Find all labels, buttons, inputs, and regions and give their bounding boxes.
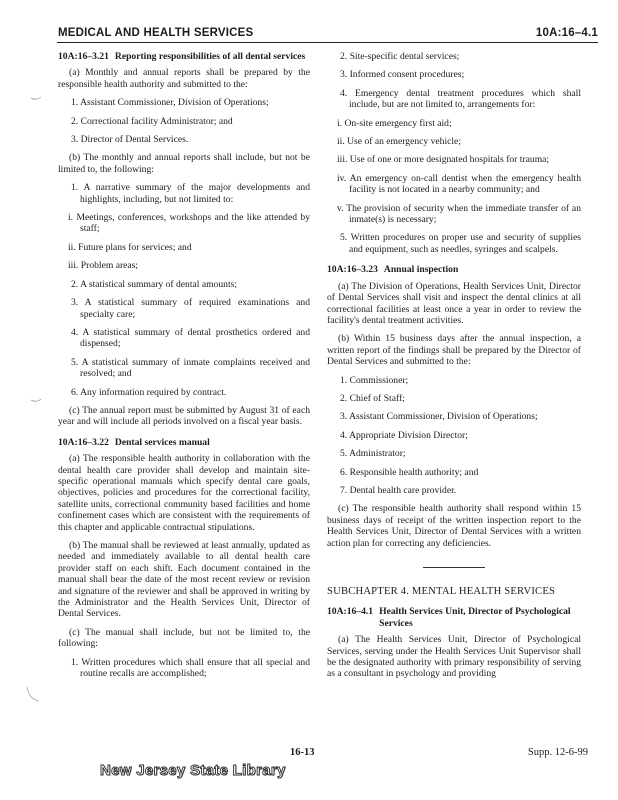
paragraph: (c) The responsible health authority shall respond within 15 business days of receipt of the written inspection report to the Health Services Unit, Director of Dental Services with a written action plan for correcting any deficiencies. <box>327 503 581 549</box>
running-header-citation: 10A:16–4.1 <box>535 27 598 39</box>
section-heading <box>327 264 581 275</box>
section-number: 10A:16–3.21 <box>58 51 109 62</box>
sub-list-item: iii. Use of one or more designated hospitals for trauma; <box>337 154 550 166</box>
sub-list-item: iv. An emergency on-call dentist when the emergency health facility is not located in a nearby community; and <box>337 172 581 196</box>
list-item: 3. Director of Dental Services. <box>71 134 189 146</box>
paragraph: (b) The monthly and annual reports shall include, but not be limited to, the following: <box>58 152 310 175</box>
paragraph: (b) The manual shall be reviewed at least annually, updated as needed and immediately available to all dental health care provider staff on each shift. Each document contained in the manual shall bear the date of the most recent review or revision and signature of the reviewer and shall be approved in writing by the Administrator and the Health Services Unit, Director of Dental Services. <box>58 540 310 620</box>
paragraph: (a) The Division of Operations, Health Services Unit, Director of Dental Services shall visit and inspect the dental clinics at all correctional facilities at least once a year in order to review the facility's dental treatment activities. <box>327 280 581 326</box>
list-item: 7. Dental health care provider. <box>340 484 457 496</box>
list-item: 1. Commissioner; <box>340 374 409 386</box>
paragraph: (a) Monthly and annual reports shall be prepared by the responsible health authority and submitted to the: <box>58 67 310 90</box>
sub-list-item: i. Meetings, conferences, workshops and the like attended by staff; <box>68 212 310 235</box>
sub-list-item: v. The provision of security when the immediate transfer of an inmate(s) is necessary; <box>337 202 581 226</box>
sub-list-item: ii. Future plans for services; and <box>68 241 192 253</box>
list-item: 2. Correctional facility Administrator; and <box>71 115 233 127</box>
section-divider <box>423 567 485 568</box>
sub-list-item: ii. Use of an emergency vehicle; <box>337 136 461 148</box>
paragraph: (a) The Health Services Unit, Director of Psychological Services, serving under the Health Services Unit Supervisor shall be the designated authority with primary responsibility of serving as a consultant in psychology and providing <box>327 634 581 680</box>
list-item: 5. A statistical summary of inmate complaints received and resolved; and <box>71 356 310 380</box>
list-item: 2. Chief of Staff; <box>340 392 405 404</box>
list-item: 1. Written procedures which shall ensure that all special and routine recalls are accomplished; <box>71 656 310 680</box>
list-item: 5. Written procedures on proper use and security of supplies and equipment, such as needles, syringes and scalpels. <box>340 232 581 255</box>
supplement-date: Supp. 12-6-99 <box>527 747 588 758</box>
margin-mark <box>26 686 40 702</box>
list-item: 3. A statistical summary of required examinations and specialty care; <box>71 297 310 320</box>
paragraph: (b) Within 15 business days after the annual inspection, a written report of the findings shall be prepared by the Director of Dental Services and submitted to the: <box>327 333 581 368</box>
running-header-title: MEDICAL AND HEALTH SERVICES <box>58 27 254 39</box>
subchapter-heading: SUBCHAPTER 4. MENTAL HEALTH SERVICES <box>327 586 556 597</box>
list-item: 1. A narrative summary of the major developments and highlights, including, but not limited to: <box>71 182 310 205</box>
list-item: 6. Any information required by contract. <box>71 386 227 398</box>
library-stamp: New Jersey State Library <box>100 762 286 779</box>
list-item: 3. Assistant Commissioner, Division of Operations; <box>340 411 538 423</box>
sub-list-item: iii. Problem areas; <box>68 260 139 272</box>
list-item: 2. Site-specific dental services; <box>340 51 460 62</box>
section-number: 10A:16–4.1 <box>327 606 374 618</box>
paragraph: (c) The manual shall include, but not be limited to, the following: <box>58 626 310 650</box>
section-heading <box>327 606 581 629</box>
sub-list-item: i. On-site emergency first aid; <box>337 117 452 129</box>
list-item: 5. Administrator; <box>340 448 406 460</box>
right-column <box>327 51 581 687</box>
section-title: Dental services manual <box>114 436 210 448</box>
header-rule <box>57 42 598 43</box>
section-number: 10A:16–3.23 <box>327 264 378 276</box>
list-item: 3. Informed consent procedures; <box>340 69 465 81</box>
list-item: 4. Emergency dental treatment procedures which shall include, but are not limited to, arrangements for: <box>340 87 581 111</box>
left-column <box>58 51 310 686</box>
list-item: 1. Assistant Commissioner, Division of Operations; <box>71 97 269 109</box>
section-title: Annual inspection <box>383 264 459 276</box>
list-item: 4. Appropriate Division Director; <box>340 429 468 441</box>
list-item: 2. A statistical summary of dental amounts; <box>71 278 238 290</box>
list-item: 4. A statistical summary of dental prosthetics ordered and dispensed; <box>71 326 310 350</box>
paragraph: (a) The responsible health authority in collaboration with the dental health care provider shall develop and maintain site-specific operational manuals which specify dental care goals, objectives, policies and procedures for the correctional facility, satellite units, correctional community based facilities and home confinement cases which are consistent with the requirements of this chapter and applicable contractual stipulations. <box>58 453 310 533</box>
margin-mark <box>30 96 42 102</box>
paragraph: (c) The annual report must be submitted by August 31 of each year and will include all periods involved on a fiscal year basis. <box>58 404 310 428</box>
section-heading <box>58 437 310 448</box>
section-title: Reporting responsibilities of all dental services <box>114 51 306 62</box>
list-item: 6. Responsible health authority; and <box>340 466 479 478</box>
margin-mark <box>30 398 42 404</box>
section-title: Health Services Unit, Director of Psychological Services <box>379 606 571 629</box>
section-heading <box>58 51 310 62</box>
section-number: 10A:16–3.22 <box>58 436 109 448</box>
page-number: 16-13 <box>290 747 315 758</box>
